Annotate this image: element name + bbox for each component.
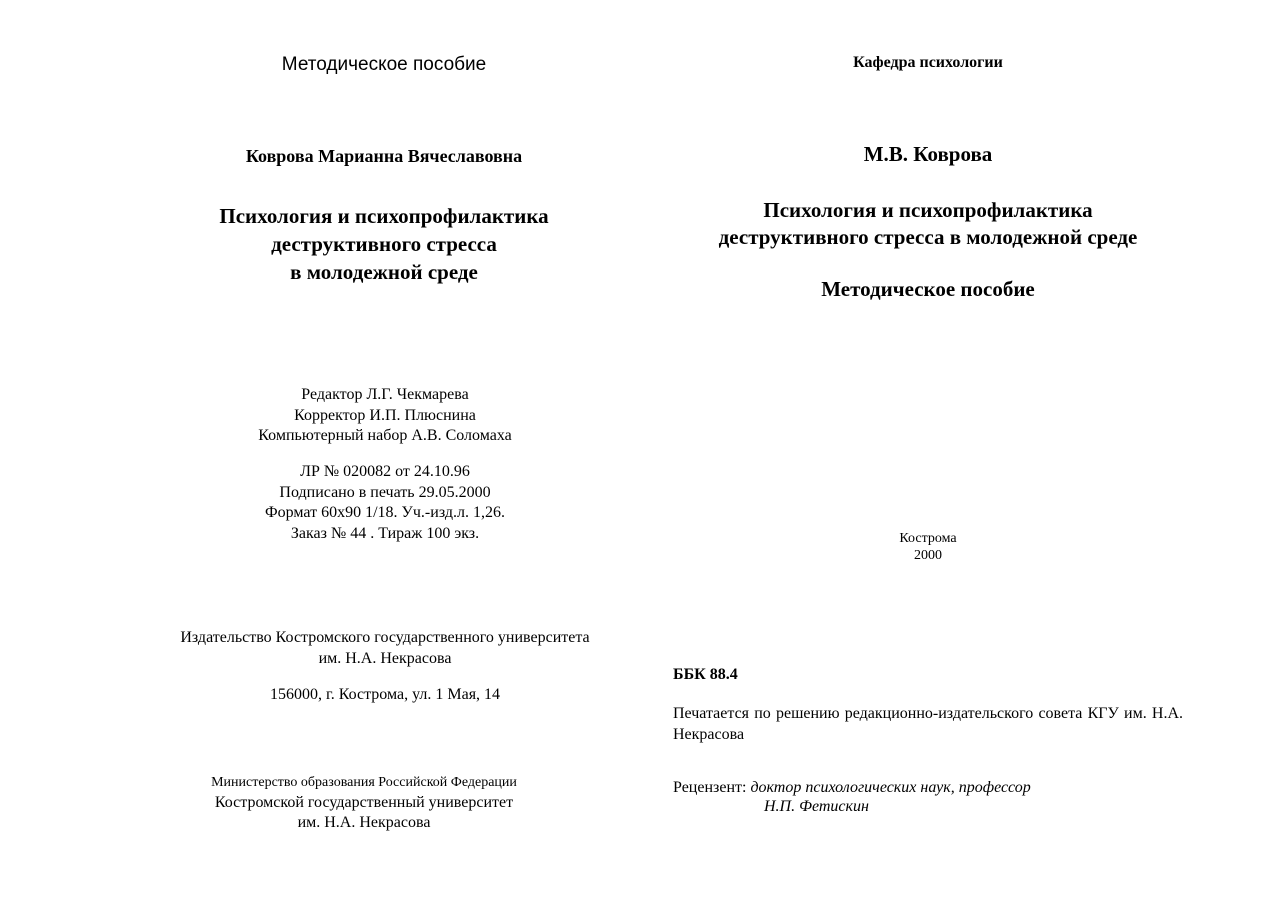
format-line: Формат 60х90 1/18. Уч.-изд.л. 1,26. <box>265 504 505 521</box>
title-line: деструктивного стресса <box>271 232 497 256</box>
title-line: деструктивного стресса в молодежной среде <box>718 225 1138 249</box>
publication-decision: Печатается по решению редакционно-издательского совета КГУ им. Н.А. Некрасова <box>673 705 1183 743</box>
reviewer-title: доктор психологических наук, профессор <box>750 779 1031 796</box>
year-line: 2000 <box>913 548 942 563</box>
typesetter-line: Компьютерный набор А.В. Соломаха <box>258 427 512 444</box>
credits-block <box>258 385 511 447</box>
ministry-line: Министерство образования Российской Федерации <box>211 775 517 790</box>
publisher-line: им. Н.А. Некрасова <box>318 649 452 667</box>
signed-line: Подписано в печать 29.05.2000 <box>279 483 491 501</box>
university-line: Костромской государственный университет <box>214 794 514 811</box>
editor-line: Редактор Л.Г. Чекмарева <box>301 386 469 403</box>
department-heading: Кафедра психологии <box>853 54 1003 71</box>
license-line: ЛР № 020082 от 24.10.96 <box>300 463 470 480</box>
city-year-block <box>899 530 956 564</box>
publisher-block <box>180 628 589 669</box>
right-page-author: М.В. Коврова <box>863 142 993 166</box>
print-info-block <box>265 462 505 544</box>
left-page-title <box>219 202 548 286</box>
city-line: Кострома <box>899 531 957 546</box>
title-line: в молодежной среде <box>290 260 478 284</box>
reviewer-name: Н.П. Фетискин <box>764 798 869 815</box>
bbk-code: ББК 88.4 <box>673 666 738 683</box>
publisher-line: Издательство Костромского государственного университета <box>180 629 590 646</box>
reviewer-line <box>673 777 1031 798</box>
title-line: Психология и психопрофилактика <box>763 198 1093 222</box>
proofreader-line: Корректор И.П. Плюснина <box>294 406 476 424</box>
order-line: Заказ № 44 . Тираж 100 экз. <box>290 524 480 542</box>
reviewer-label: Рецензент: <box>673 779 747 796</box>
left-page-author: Коврова Марианна Вячеславовна <box>245 146 523 166</box>
ministry-block <box>211 773 517 833</box>
right-page-title <box>719 197 1138 251</box>
doc-type-heading: Методическое пособие <box>821 277 1035 301</box>
title-line: Психология и психопрофилактика <box>219 204 549 228</box>
left-page-subtitle: Методическое пособие <box>281 54 487 75</box>
publisher-address: 156000, г. Кострома, ул. 1 Мая, 14 <box>269 686 501 703</box>
university-line: им. Н.А. Некрасова <box>297 814 431 831</box>
